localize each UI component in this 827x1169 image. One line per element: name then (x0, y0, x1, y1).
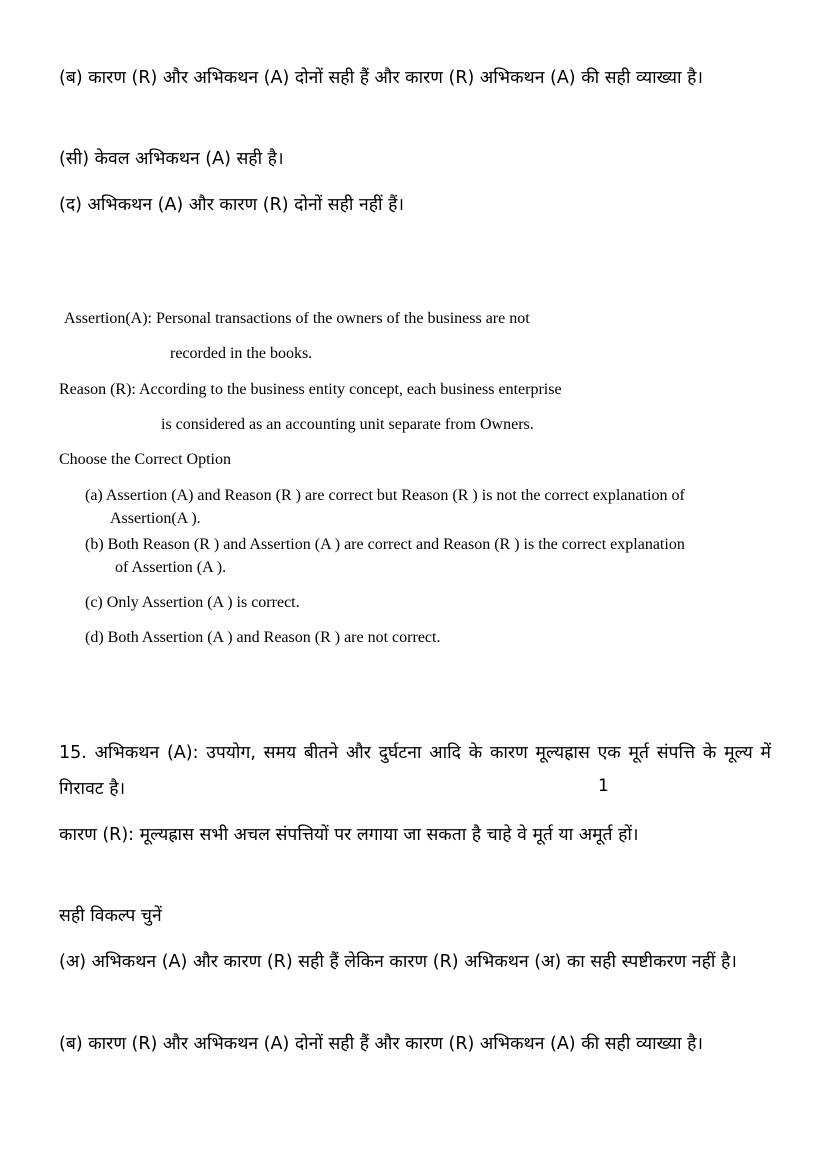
english-option-a: (a) Assertion (A) and Reason (R ) are correct but Reason (R ) is not the correct explanation of Assertion(A ). (85, 487, 685, 527)
hindi-option-c: (सी) केवल अभिकथन (A) सही है। (59, 149, 284, 169)
question-15-option-a: (अ) अभिकथन (A) और कारण (R) सही हैं लेकिन कारण (R) अभिकथन (अ) का सही स्पष्टीकरण नहीं है। (59, 952, 737, 972)
question-15-option-b: (ब) कारण (R) और अभिकथन (A) दोनों सही हैं और कारण (R) अभिकथन (A) की सही व्याख्या है। (59, 1034, 704, 1054)
question-15-reason: कारण (R): मूल्यह्रास सभी अचल संपत्तियों पर लगाया जा सकता है चाहे वे मूर्त या अमूर्त हों। (59, 825, 639, 845)
assertion-line-1: Assertion(A): Personal transactions of the owners of the business are not (64, 310, 530, 327)
hindi-option-d: (द) अभिकथन (A) और कारण (R) दोनों सही नहीं हैं। (59, 195, 405, 215)
reason-line-2: is considered as an accounting unit separate from Owners. (161, 416, 534, 433)
hindi-option-b: (ब) कारण (R) और अभिकथन (A) दोनों सही हैं और कारण (R) अभिकथन (A) की सही व्याख्या है। (59, 68, 704, 88)
english-option-c: (c) Only Assertion (A ) is correct. (85, 594, 300, 611)
choose-option-heading: Choose the Correct Option (59, 451, 231, 468)
english-option-d: (d) Both Assertion (A ) and Reason (R ) are not correct. (85, 629, 441, 646)
assertion-line-2: recorded in the books. (170, 345, 313, 362)
question-15-choose: सही विकल्प चुनें (59, 906, 162, 926)
english-option-b: (b) Both Reason (R ) and Assertion (A ) are correct and Reason (R ) is the correct explanation of Assertion (A ). (85, 536, 685, 576)
reason-line-1: Reason (R): According to the business entity concept, each business enterprise (59, 381, 562, 398)
question-marks: 1 (598, 776, 609, 796)
question-15-assertion: 15. अभिकथन (A): उपयोग, समय बीतने और दुर्घटना आदि के कारण मूल्यह्रास एक मूर्त संपत्ति के मूल्य में गिरावट है। (59, 743, 771, 799)
